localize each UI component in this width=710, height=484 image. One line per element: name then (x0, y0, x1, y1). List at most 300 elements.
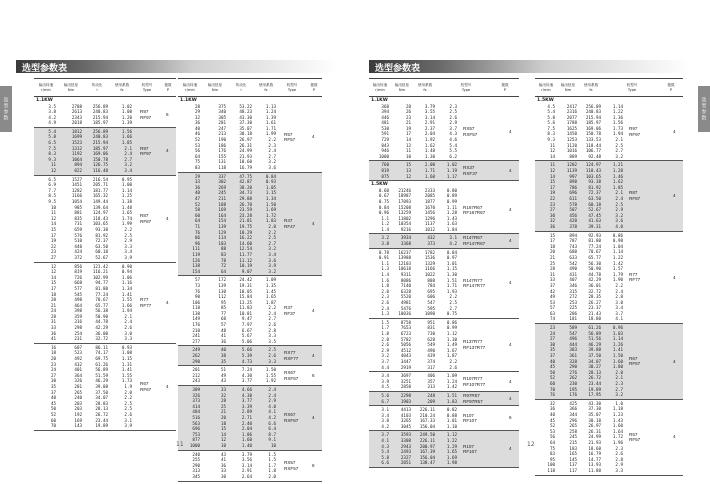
table-row: 12 1139 118.43 1.28 (549, 168, 623, 174)
model-type: RX77 (284, 350, 296, 356)
model-type: R77 (629, 271, 638, 277)
pole-count: 4 (673, 128, 676, 134)
model-type: R147R67 (463, 235, 483, 241)
table-row: 41 231 32.72 3.3 (50, 336, 132, 342)
table-row: 843 12 1.62 5.4 (381, 142, 457, 148)
table-row: 2.6 5056 549 1.49 (381, 342, 457, 348)
table-right-col1 (369, 78, 519, 468)
power-group (178, 386, 322, 451)
table-row: 57 225 23.37 3.4 (549, 305, 623, 311)
table-row: 10 985 139.64 1.48 (50, 204, 132, 210)
power-group (535, 324, 683, 400)
table-header (369, 78, 519, 97)
table-row: 53 258 26.31 1.64 (549, 428, 623, 434)
table-row: 262 38 5.39 2.6 (192, 353, 276, 359)
table-row: 0.84 15208 1670 1.11 (378, 204, 457, 210)
table-row: 12 822 116.48 3.4 (50, 168, 132, 174)
table-left-col2 (178, 78, 322, 482)
page-number: 11 (176, 441, 184, 448)
table-row: 47 211 29.88 1.34 (194, 196, 276, 201)
table-row: 0.96 13259 1456 1.28 (378, 210, 457, 216)
table-header (535, 78, 683, 97)
table-row: 0.60 21246 2333 0.80 (378, 187, 457, 193)
model-type: RF137R77 (463, 344, 486, 350)
table-row: 753 14 1.86 8.7 (192, 431, 276, 437)
pole-count: 4 (166, 215, 169, 221)
table-row: 4.5 2850 313 1.42 (381, 384, 457, 390)
table-row: 63 206 21.43 3.7 (549, 310, 623, 316)
column-header: 极数 P (667, 82, 675, 92)
table-row: 3.2 3934 432 3.1 (381, 235, 457, 241)
table-row: 373 28 3.77 2.9 (192, 398, 276, 404)
table-row: 7.7 1282 181.77 1.14 (48, 187, 132, 193)
table-row: 394 26 3.55 2.5 (381, 109, 457, 115)
pole-count: 4 (166, 148, 169, 154)
model-type: RF97R57 (463, 398, 483, 404)
table-row: 414 25 3.39 4.0 (192, 403, 276, 409)
table-row: 33 298 42.29 2.6 (50, 325, 132, 331)
table-row: 23 424 60.18 3.4 (50, 249, 132, 255)
model-type: RF47 (284, 224, 296, 230)
table-row: 1.8 6723 730 1.12 (381, 330, 457, 336)
pole-count: 6 (312, 372, 315, 378)
pole-count: 4 (509, 207, 512, 213)
table-row: 49 272 28.35 2.8 (549, 294, 623, 300)
model-type: R107 (463, 443, 474, 449)
table-row: 241 41 5.67 3.3 (192, 333, 276, 339)
column-header: 使用系数 fs (417, 82, 433, 92)
table-row: 1.3 10618 1166 1.15 (381, 266, 457, 272)
model-type: RF107 (463, 449, 477, 455)
model-type: RF97 (140, 114, 152, 120)
table-row: 21 464 65.77 1.66 (50, 302, 132, 308)
pole-count: 4 (673, 274, 676, 280)
table-row: 27 364 51.59 1.55 (50, 372, 132, 378)
table-row: 3.7 3593 249.50 1.12 (381, 432, 457, 438)
model-type: RF77 (140, 302, 152, 308)
power-group (34, 263, 176, 344)
table-row: 19 510 72.37 2.9 (50, 238, 132, 244)
table-row: 64 154 21.81 1.83 (194, 218, 276, 224)
table-row: 290 35 4.73 3.3 (192, 358, 276, 364)
model-type: R97R57 (463, 392, 480, 398)
model-type: R167R67 (463, 204, 483, 210)
table-row: 16 607 86.11 0.93 (50, 344, 132, 350)
column-header: 输出扭矩 Nm (207, 82, 223, 92)
power-group (369, 431, 519, 468)
table-left-col1 (34, 78, 176, 431)
table-row: 6.5 1523 215.94 1.85 (48, 140, 132, 146)
table-row: 4.9 2018 185.97 1.39 (48, 120, 132, 126)
table-row: 6.7 1903 209 1.83 (381, 398, 457, 404)
model-type: R147R77 (463, 277, 483, 283)
pole-count: 4 (509, 238, 512, 244)
table-row: 118 85 11.83 2.2 (192, 305, 276, 311)
model-type: R107 (463, 412, 474, 418)
table-row: 946 11 1.48 5.5 (381, 148, 457, 154)
table-row: 819 13 1.71 1.19 (381, 168, 457, 174)
table-row: 210 48 6.67 2.8 (192, 327, 276, 333)
table-row: 290 36 3.14 1.7 (192, 462, 276, 468)
table-row: 96 103 14.60 2.7 (194, 240, 276, 246)
model-type: R57 (284, 131, 293, 137)
table-row: 1.1 11802 1296 1.43 (381, 215, 457, 221)
model-type: RF87 (140, 218, 152, 224)
pole-count: 6 (509, 415, 512, 421)
model-type: R97 (140, 145, 149, 151)
table-row: 33 302 42.87 0.93 (194, 179, 276, 185)
table-row: 3.8 3368 373 4.2 (381, 241, 457, 247)
table-row: 71 139 19.75 2.0 (194, 223, 276, 229)
table-row: 73 139 19.31 1.35 (194, 282, 276, 288)
table-row: 27 372 52.67 3.9 (50, 254, 132, 260)
pole-count: 4 (312, 353, 315, 359)
model-type: R47 (284, 218, 293, 224)
table-row: 12 835 118.43 1.74 (50, 215, 132, 221)
table-row: 76 129 18.29 2.2 (194, 229, 276, 235)
pole-count: 6 (166, 111, 169, 117)
table-row: 40 328 34.07 1.60 (549, 358, 623, 364)
power-group (369, 181, 519, 234)
table-row: 32 420 41.63 3.6 (549, 218, 623, 224)
table-row: 35 383 39.88 1.41 (549, 347, 623, 353)
page-title: 选型参数表 (22, 64, 68, 74)
table-row: 36 254 36.00 3.0 (50, 330, 132, 336)
table-row: 58 169 23.59 1.69 (194, 207, 276, 213)
table-row: 1.8 7140 784 1.71 (381, 283, 457, 289)
table-row: 15 668 94.77 1.16 (50, 280, 132, 286)
table-row: 40 247 35.07 1.71 (194, 125, 276, 131)
model-type: RX57 (284, 459, 296, 465)
table-row: 64 155 21.93 2.7 (194, 153, 276, 159)
model-type: RXF57 (284, 465, 299, 471)
table-row: 17 577 81.80 1.34 (50, 285, 132, 291)
power-group (34, 176, 176, 263)
table-row: 149 68 9.47 2.7 (192, 316, 276, 322)
pole-count: 4 (673, 193, 676, 199)
pole-count: 4 (509, 378, 512, 384)
table-row: 29 340 48.23 1.24 (194, 109, 276, 115)
model-type: RF57 (284, 137, 296, 143)
table-row: 6.9 1451 205.71 1.00 (48, 182, 132, 188)
table-row: 481 21 2.91 2.9 (381, 120, 457, 126)
table-row: 3.1 4413 226.11 0.82 (381, 407, 457, 413)
table-row: 249 40 5.66 2.5 (192, 347, 276, 353)
table-row: 52 262 26.72 2.1 (549, 375, 623, 381)
pole-count: 4 (312, 134, 315, 140)
table-row: 20 492 69.75 1.15 (50, 356, 132, 362)
table-row: 3.2 4043 439 1.87 (381, 353, 457, 359)
model-type: RF167R67 (463, 210, 486, 216)
column-header: 输出转速 r/min (538, 82, 554, 92)
model-type: R87 (629, 190, 638, 196)
power-group (34, 128, 176, 176)
table-row: 60 164 23.28 1.72 (194, 212, 276, 218)
table-row: 53 253 26.27 3.0 (549, 299, 623, 305)
table-row: 255 41 3.56 1.5 (192, 457, 276, 463)
table-row: 15 659 93.38 2.2 (50, 226, 132, 232)
model-type: RF37 (284, 310, 296, 316)
column-header: 输出扭矩 Nm (63, 82, 79, 92)
power-group (178, 346, 322, 366)
table-row: 0.91 13988 1536 0.97 (378, 255, 457, 261)
table-row: 14 726 102.99 1.06 (50, 274, 132, 280)
page-title: 选型参数表 (375, 64, 421, 74)
power-group (178, 97, 322, 173)
table-row: 484 21 2.89 4.1 (192, 409, 276, 415)
table-row: 1.1 12103 1329 1.01 (381, 260, 457, 266)
table-row: 368 28 3.79 2.3 (381, 103, 457, 109)
model-type: R37 (284, 305, 293, 311)
model-type: RF97 (629, 131, 641, 137)
table-row: 877 12 1.60 9.1 (192, 437, 276, 443)
table-row: 29 337 47.75 0.84 (194, 173, 276, 179)
pole-count: 4 (166, 299, 169, 305)
table-right-col2 (535, 78, 683, 476)
column-header: 机型号 Type (626, 82, 638, 92)
page-title-bar (369, 60, 691, 73)
table-row: 95 145 14.77 2.8 (549, 456, 623, 462)
table-row: 345 30 2.64 2.0 (192, 473, 276, 479)
table-row: 36 366 37.30 1.18 (549, 406, 623, 412)
model-type: RF147R77 (463, 283, 486, 289)
table-row: 70 195 19.89 2.7 (549, 386, 623, 392)
table-row: 76 176 17.95 3.2 (549, 392, 623, 398)
table-row: 8.3 1450 150.78 1.94 (547, 131, 623, 137)
table-row: 309 33 4.66 2.4 (192, 387, 276, 392)
table-row: 4.3 2943 200.97 1.29 (381, 443, 457, 449)
table-row: 24 547 56.89 1.03 (549, 330, 623, 336)
table-row: 5.4 1812 256.89 1.56 (48, 128, 132, 134)
table-row: 0.75 17093 1877 0.99 (378, 198, 457, 204)
table-row: 4.2 2343 215.94 1.20 (48, 114, 132, 120)
power-rating: 1.5KW (371, 182, 388, 188)
model-type: RF107 (463, 418, 477, 424)
table-row: 100 137 13.93 2.9 (547, 462, 623, 468)
column-header: 传动比 i (235, 82, 247, 92)
table-row: 201 51 7.24 1.50 (192, 367, 276, 373)
table-row: 1000 10 1.40 10 (189, 442, 276, 448)
table-row: 591 17 2.04 4.3 (381, 131, 457, 137)
table-row: 3.8 2613 240.83 1.08 (48, 109, 132, 115)
table-row: 27 496 51.56 1.14 (549, 336, 623, 342)
pole-count: 4 (509, 395, 512, 401)
column-header: 输出转速 r/min (182, 82, 198, 92)
pole-count: 4 (509, 168, 512, 174)
table-row: 24 398 56.38 1.94 (50, 308, 132, 314)
table-row: 563 18 2.40 6.6 (192, 420, 276, 426)
pole-count: 4 (509, 280, 512, 286)
table-row: 75 131 18.60 3.2 (194, 159, 276, 165)
table-row: 0.67 18987 2085 0.89 (378, 193, 457, 199)
table-row: 90 112 15.84 1.65 (194, 294, 276, 300)
model-type: RX67 (284, 370, 296, 376)
table-row: 18 523 74.17 1.08 (50, 350, 132, 356)
table-row: 52 190 26.97 2.2 (194, 137, 276, 143)
table-row: 50 276 28.13 2.0 (549, 369, 623, 375)
model-type: RX57 (463, 125, 475, 131)
model-type: R137R77 (463, 339, 483, 345)
table-row: 32 305 43.30 1.39 (194, 114, 276, 120)
table-row: 2.4 5476 595 2.7 (381, 305, 457, 311)
table-row: 111 88 12.54 3.2 (192, 246, 276, 252)
table-row: 3.8 3265 167.33 1.01 (381, 418, 457, 424)
table-row: 83 165 16.79 2.6 (549, 451, 623, 457)
power-group (535, 400, 683, 476)
power-group (535, 232, 683, 325)
table-row: 1.7 7653 831 0.99 (381, 325, 457, 331)
table-row: 42 315 32.72 2.4 (549, 288, 623, 294)
power-group (178, 451, 322, 482)
model-type: RXF67 (284, 417, 299, 423)
power-rating: 1.5KW (537, 98, 554, 103)
table-row: 5.8 1699 240.83 1.66 (48, 134, 132, 140)
table-row: 37 346 36.01 2.2 (549, 282, 623, 288)
power-rating: 1.1KW (180, 98, 197, 103)
power-group (535, 161, 683, 231)
pole-count: 4 (509, 446, 512, 452)
table-row: 2.9 4512 490 1.67 (381, 347, 457, 353)
table-row: 24 401 56.89 1.41 (50, 367, 132, 373)
table-row: 23 589 61.26 0.96 (549, 325, 623, 331)
table-row: 14 889 92.48 3.2 (549, 153, 623, 159)
power-rating: 1.1KW (371, 98, 388, 103)
table-row: 27 507 52.67 2.9 (549, 207, 623, 213)
power-group (178, 276, 322, 346)
table-row: 729 14 1.92 4.6 (381, 137, 457, 143)
power-group (369, 392, 519, 406)
model-type: R67 (140, 381, 149, 387)
table-row: 5.4 2316 240.83 1.22 (547, 109, 623, 115)
page-number: 12 (527, 441, 535, 448)
table-row: 32 425 43.30 1.0 (549, 400, 623, 406)
table-row: 35 281 39.88 1.9 (50, 384, 132, 389)
table-row: 60 169 23.44 3.1 (50, 417, 132, 423)
power-group (369, 97, 519, 161)
table-row: 11 1120 118.44 2.5 (549, 142, 623, 148)
model-type: RF67 (629, 361, 641, 367)
pole-count: 4 (673, 434, 676, 440)
table-row: 9.3 1253 133.53 2.1 (547, 137, 623, 143)
pole-count: 4 (509, 128, 512, 134)
table-row: 9.5 1054 149.44 1.38 (48, 199, 132, 204)
model-type: RX37 (463, 165, 475, 171)
table-row: 22 611 63.50 2.4 (549, 196, 623, 201)
table-row: 6.5 1527 216.54 0.95 (48, 176, 132, 182)
model-type: RXF37 (463, 170, 478, 176)
table-row: 76 130 18.05 1.45 (194, 288, 276, 294)
table-row: 4.4 2919 317 2.6 (381, 364, 457, 370)
table-header (34, 78, 176, 97)
table-row: 19 696 72.37 2.1 (549, 190, 623, 196)
table-row: 74 181 18.80 4.1 (549, 316, 623, 322)
table-header (178, 78, 322, 97)
table-row: 36 269 38.20 1.05 (194, 184, 276, 190)
table-row: 30 444 46.29 1.26 (549, 341, 623, 347)
table-row: 37 265 37.50 2.0 (50, 389, 132, 395)
model-type: R77 (140, 297, 149, 303)
table-row: 75 183 18.60 2.3 (549, 445, 623, 451)
table-row: 18 743 77.24 1.04 (549, 243, 623, 249)
column-header: 输出转速 r/min (372, 82, 388, 92)
table-row: 5.8 2077 215.94 1.36 (547, 114, 623, 120)
power-group (34, 97, 176, 128)
power-group (535, 97, 683, 161)
table-row: 56 245 24.99 1.72 (549, 434, 623, 440)
table-row: 3.4 3697 406 1.09 (381, 373, 457, 379)
table-row: 40 240 34.07 2.2 (50, 395, 132, 401)
table-row: 56 176 24.99 2.4 (194, 148, 276, 154)
column-header: 输出转速 r/min (38, 82, 54, 92)
table-row: 8.3 1192 169.06 2.4 (48, 151, 132, 157)
column-header: 使用系数 fs (258, 82, 274, 92)
table-row: 7.5 1312 185.97 2.1 (48, 145, 132, 151)
model-type: RF57 (629, 437, 641, 443)
table-row: 64 215 21.93 1.96 (549, 439, 623, 445)
table-row: 86 114 16.22 2.5 (194, 235, 276, 241)
power-group (369, 161, 519, 181)
table-row: 37 361 37.50 1.50 (549, 353, 623, 359)
table-row: 2.0 5782 628 1.30 (381, 336, 457, 342)
power-group (369, 319, 519, 372)
side-tab-left: 选型参数 (0, 86, 12, 132)
power-group (369, 372, 519, 392)
table-row: 2.3 5520 606 2.2 (381, 294, 457, 300)
column-header: 机型号 Type (141, 82, 153, 92)
model-type: RF97 (140, 151, 152, 157)
table-row: 40 245 34.73 1.15 (194, 190, 276, 196)
table-row: 1000 10 1.30 6.2 (378, 153, 457, 159)
table-row: 45 290 30.27 1.80 (549, 364, 623, 370)
model-type: R107R77 (463, 375, 483, 381)
pole-count: 4 (166, 384, 169, 390)
table-row: 57 172 24.42 1.09 (194, 277, 276, 283)
power-group (178, 173, 322, 277)
table-row: 53 186 26.31 2.3 (194, 142, 276, 148)
table-row: 28 490 50.90 1.57 (549, 266, 623, 272)
table-row: 17 787 81.80 0.98 (549, 238, 623, 244)
table-row: 21 633 65.77 1.22 (549, 254, 623, 260)
column-header: 使用系数 fs (114, 82, 130, 92)
table-row: 15 898 93.38 1.62 (549, 179, 623, 185)
table-row: 15 894 92.93 0.86 (549, 232, 623, 238)
column-header: 机型号 Type (460, 82, 472, 92)
table-row: 12 819 116.21 0.94 (50, 269, 132, 275)
table-row: 14 731 103.65 1.99 (50, 221, 132, 227)
table-row: 83 118 16.79 3.6 (194, 165, 276, 171)
table-row: 60 230 23.44 2.3 (549, 381, 623, 386)
table-row: 30 326 46.29 1.73 (50, 378, 132, 384)
table-row: 5.6 2298 248 1.51 (381, 392, 457, 398)
table-row: 8.5 1166 165.32 1.25 (48, 193, 132, 199)
table-row: 243 43 3.77 1.92 (192, 378, 276, 384)
table-row: 119 83 11.77 3.4 (192, 251, 276, 257)
table-row: 7.5 1625 169.06 1.73 (547, 125, 623, 131)
table-row: 118 117 11.88 3.3 (547, 467, 623, 473)
column-header: 机型号 Type (286, 82, 298, 92)
table-row: 14 997 103.65 1.46 (549, 173, 623, 179)
column-header: 极数 P (164, 82, 172, 92)
table-row: 20 498 70.67 1.55 (50, 297, 132, 303)
power-rating: 1.1KW (36, 98, 53, 103)
table-row: 1.6 8086 888 1.51 (381, 277, 457, 283)
power-group (369, 249, 519, 319)
column-header: 输出扭矩 Nm (394, 82, 410, 92)
table-row: 6.6 2051 138.47 1.98 (381, 460, 457, 466)
model-type: RF77 (629, 277, 641, 283)
table-row: 1.4 9311 1022 1.30 (381, 272, 457, 278)
table-row: 446 23 3.14 2.6 (381, 114, 457, 120)
